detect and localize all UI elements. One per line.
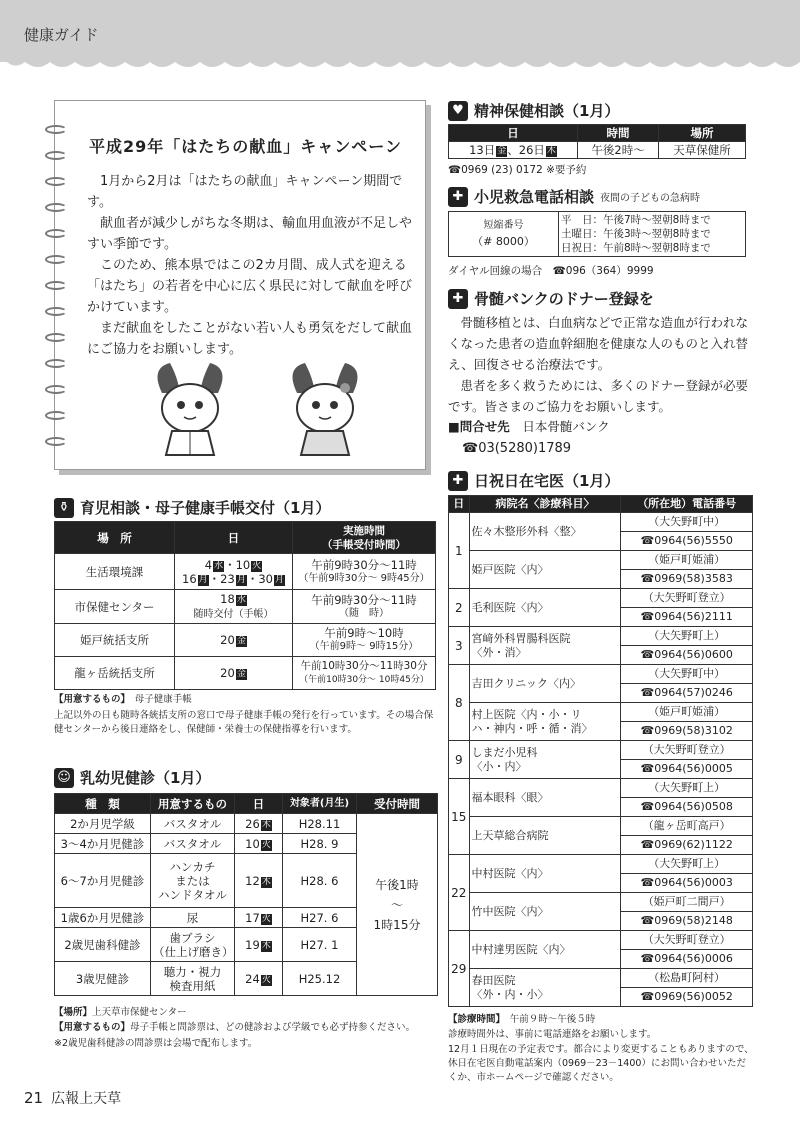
kind-cell: 1歳6か月児健診: [55, 908, 151, 928]
day-cell: 3: [449, 627, 470, 665]
hospital-tel: ☎0964(56)0006: [621, 950, 753, 969]
place-cell: 姫戸統括支所: [55, 624, 175, 657]
item-cell: 尿: [151, 908, 235, 928]
kind-cell: 3〜4か月児健診: [55, 834, 151, 854]
infant-place: 【場所】上天草市保健センター: [54, 1007, 187, 1018]
time-cell: 午前9時〜10時 （午前9時〜 9時15分）: [293, 624, 436, 657]
infant-prep: 【用意するもの】母子手帳と問診票は、どの健診および学級でも必ず持参ください。: [54, 1022, 416, 1033]
hours-cell: [559, 212, 746, 257]
ring-icon: [45, 385, 67, 394]
child-emergency-subtitle: 夜間の子どもの急病時: [600, 193, 701, 204]
hospital-name: 宮﨑外科胃腸科医院 〈外・消〉: [469, 627, 621, 665]
child-emergency-table: [448, 211, 746, 257]
mental-time: 午後2時〜: [578, 142, 659, 159]
time-cell: 午前10時30分〜11時30分 （午前10時30分〜 10時45分）: [293, 657, 436, 690]
infant-title: 乳幼児健診（1月）: [80, 769, 211, 787]
campaign-paragraph: このため、熊本県ではこの2カ月間、成人式を迎える「はたち」の若者を中心に広く県民に対して献血を呼びかけています。: [87, 258, 413, 315]
hospital-name: 毛利医院〈内〉: [469, 589, 621, 627]
item-cell: バスタオル: [151, 814, 235, 834]
col-header: 時間: [578, 125, 659, 142]
hospital-tel: ☎0969(58)2148: [621, 912, 753, 931]
section-title: 健康ガイド: [24, 26, 99, 44]
marrow-title: 骨髄バンクのドナー登録を: [474, 290, 654, 308]
col-header: 実施時間 （手帳受付時間）: [293, 522, 436, 554]
day-cell: 2: [449, 589, 470, 627]
day-cell: 29: [449, 931, 470, 1007]
hospital-tel: ☎0964(56)0005: [621, 760, 753, 779]
target-cell: H28. 9: [283, 834, 357, 854]
campaign-paragraph: まだ献血をしたことがない若い人も勇気をだして献血にご協力をお願いします。: [87, 321, 413, 357]
hospital-tel: ☎0969(58)3583: [621, 570, 753, 589]
bottle-icon: ⚱: [54, 498, 74, 518]
hospital-name: 上天草総合病院: [469, 817, 621, 855]
campaign-paragraph: 1月から2月は「はたちの献血」キャンペーン期間です。: [87, 174, 403, 210]
hospital-tel: ☎0964(56)2111: [621, 608, 753, 627]
childcare-title: 育児相談・母子健康手帳交付（1月）: [80, 499, 331, 517]
col-header: 用意するもの: [151, 794, 235, 814]
place-cell: 龍ヶ岳統括支所: [55, 657, 175, 690]
hospital-location: （大矢野町中）: [621, 513, 753, 532]
day-cell: 12 木: [235, 854, 283, 908]
kind-cell: 2歳児歯科健診: [55, 928, 151, 962]
heart-icon: ♥: [448, 101, 468, 121]
col-header: 病院名〈診療科目〉: [469, 496, 621, 513]
day-cell: 19 木: [235, 928, 283, 962]
hours-line: 土曜日：午後3時〜翌朝8時まで: [561, 228, 711, 240]
day-cell: 10 火: [235, 834, 283, 854]
ring-icon: [45, 437, 67, 446]
day-cell: 15: [449, 779, 470, 855]
hospital-location: （大矢野町上）: [621, 779, 753, 798]
hospital-tel: ☎0964(56)0508: [621, 798, 753, 817]
day-cell: 20 金: [175, 657, 293, 690]
day-cell: 22: [449, 855, 470, 931]
col-header: 日: [175, 522, 293, 554]
ring-icon: [45, 203, 67, 212]
hospital-location: （龍ヶ岳町高戸）: [621, 817, 753, 836]
hospital-tel: ☎0969(62)1122: [621, 836, 753, 855]
child-emergency-title: 小児救急電話相談: [474, 188, 595, 206]
hospital-name: 村上医院〈内・小・リ ハ・神内・呼・循・消〉: [469, 703, 621, 741]
hospital-name: 中村医院〈内〉: [469, 855, 621, 893]
infant-note: ※2歳児歯科健診の問診票は会場で配布します。: [54, 1038, 258, 1049]
infant-table: [54, 793, 438, 996]
short-number-cell: [449, 212, 559, 257]
hospital-location: （姫戸町姫浦）: [621, 551, 753, 570]
col-header: 種 類: [55, 794, 151, 814]
target-cell: H25.12: [283, 962, 357, 996]
col-header: 日: [449, 496, 470, 513]
infant-heading: [54, 767, 210, 788]
short-number: （# 8000）: [472, 235, 535, 248]
marrow-tel: ☎03(5280)1789: [462, 441, 572, 456]
place-cell: 市保健センター: [55, 590, 175, 624]
mental-health-heading: [448, 100, 619, 121]
col-header: 日: [449, 125, 578, 142]
kind-cell: 6〜7か月児健診: [55, 854, 151, 908]
ring-icon: [45, 255, 67, 264]
hospital-tel: ☎0964(57)0246: [621, 684, 753, 703]
hospital-location: （松島町阿村）: [621, 969, 753, 988]
hospital-name: しまだ小児科 〈小・内〉: [469, 741, 621, 779]
marrow-contact: ■問合せ先 日本骨髄バンク: [448, 419, 610, 434]
ring-icon: [45, 307, 67, 316]
cross-icon: ✚: [448, 187, 468, 207]
item-cell: バスタオル: [151, 834, 235, 854]
childcare-note-label: 【用意するもの】 母子健康手帳: [54, 694, 192, 705]
marrow-paragraph-2: 患者を多く救うためには、多くのドナー登録が必要です。皆さまのご協力をお願いします。: [448, 378, 749, 414]
marrow-paragraph-1: 骨髄移植とは、白血病などで正常な造血が行われなくなった患者の造血幹細胞を健康な人のものと入れ替え、回復させる治療法です。: [448, 315, 749, 372]
cross-icon: ✚: [448, 289, 468, 309]
col-header: 受付時間: [357, 794, 438, 814]
campaign-memo: [54, 100, 426, 470]
day-cell: 24 火: [235, 962, 283, 996]
page-header-band: [0, 0, 800, 62]
hospital-location: （大矢野町登立）: [621, 931, 753, 950]
ring-icon: [45, 229, 67, 238]
mental-date: 13日 金、26日 木: [449, 142, 578, 159]
day-cell: 17 火: [235, 908, 283, 928]
mental-title: 精神保健相談（1月）: [474, 102, 620, 120]
day-cell: 1: [449, 513, 470, 589]
target-cell: H27. 6: [283, 908, 357, 928]
childcare-heading: [54, 497, 330, 518]
day-cell: 26 木: [235, 814, 283, 834]
item-cell: 聴力・視力 検査用紙: [151, 962, 235, 996]
holiday-table: [448, 495, 753, 1007]
time-cell: 午前9時30分〜11時 （午前9時30分〜 9時45分）: [293, 554, 436, 590]
publication-name: 広報上天草: [51, 1091, 122, 1107]
ring-icon: [45, 151, 67, 160]
header-wave-edge: [0, 54, 800, 72]
hospital-tel: ☎0969(56)0052: [621, 988, 753, 1007]
hospital-location: （姫戸町姫浦）: [621, 703, 753, 722]
hospital-name: 佐々木整形外科〈整〉: [469, 513, 621, 551]
day-cell: 8: [449, 665, 470, 741]
childcare-note: 上記以外の日も随時各統括支所の窓口で母子健康手帳の発行を行っています。その場合保健センターから後日連絡をし、保健師・栄養士の保健指導を行います。: [54, 710, 434, 735]
hours-line: 平 日：午後7時〜翌朝8時まで: [561, 214, 711, 226]
mental-place: 天草保健所: [659, 142, 746, 159]
ring-icon: [45, 359, 67, 368]
baby-icon: ☺: [54, 768, 74, 788]
hospital-name: 春田医院 〈外・内・小〉: [469, 969, 621, 1007]
ring-icon: [45, 281, 67, 290]
day-cell: 9: [449, 741, 470, 779]
hospital-name: 福本眼科〈眼〉: [469, 779, 621, 817]
hospital-tel: ☎0964(56)5550: [621, 532, 753, 551]
reception-cell: 午後1時 〜 1時15分: [357, 814, 438, 996]
ring-icon: [45, 333, 67, 342]
hospital-tel: ☎0964(56)0600: [621, 646, 753, 665]
kind-cell: 2か月児学級: [55, 814, 151, 834]
campaign-body: [87, 171, 417, 360]
day-cell: 4 水・10 火 16 月・23 月・30 月: [175, 554, 293, 590]
col-header: 対象者(月生): [283, 794, 357, 814]
kind-cell: 3歳児健診: [55, 962, 151, 996]
childcare-table: [54, 521, 436, 690]
ring-icon: [45, 177, 67, 186]
item-cell: 歯ブラシ （仕上げ磨き）: [151, 928, 235, 962]
item-cell: ハンカチ または ハンドタオル: [151, 854, 235, 908]
mascot-right-illustration: [285, 363, 365, 458]
day-cell: 20 金: [175, 624, 293, 657]
mental-tel: ☎0969 (23) 0172 ※要予約: [448, 164, 587, 176]
col-header: 日: [235, 794, 283, 814]
col-header: 場所: [659, 125, 746, 142]
hours-line: 日祝日：午前8時〜翌朝8時まで: [561, 242, 711, 254]
holiday-heading: [448, 470, 619, 491]
ring-icon: [45, 411, 67, 420]
campaign-title: 平成29年「はたちの献血」キャンペーン: [89, 137, 402, 156]
hospital-location: （大矢野町上）: [621, 855, 753, 874]
target-cell: H28.11: [283, 814, 357, 834]
mental-table: [448, 124, 746, 159]
time-cell: 午前9時30分〜11時 （随 時）: [293, 590, 436, 624]
marrow-heading: [448, 288, 654, 309]
ring-icon: [45, 125, 67, 134]
hospital-location: （大矢野町上）: [621, 627, 753, 646]
holiday-note-2: 12月１日現在の予定表です。都合により変更することもありますので、休日在宅医自動電話案内（0969－23－1400）にお問い合わせいただくか、市ホームページで確認ください。: [448, 1044, 754, 1083]
target-cell: H27. 1: [283, 928, 357, 962]
hospital-name: 姫戸医院〈内〉: [469, 551, 621, 589]
hospital-location: （大矢野町中）: [621, 665, 753, 684]
mascot-left-illustration: [150, 363, 230, 458]
hospital-name: 中村達男医院〈内〉: [469, 931, 621, 969]
hospital-location: （大矢野町登立）: [621, 741, 753, 760]
campaign-paragraph: 献血者が減少しがちな冬期は、輸血用血液が不足しやすい季節です。: [87, 216, 413, 252]
holiday-note-1: 診療時間外は、事前に電話連絡をお願いします。: [448, 1029, 657, 1040]
child-emergency-heading: [448, 186, 700, 207]
day-cell: 18 水 随時交付（手帳）: [175, 590, 293, 624]
holiday-title: 日祝日在宅医（1月）: [474, 472, 620, 490]
short-label: 短縮番号: [483, 220, 524, 231]
cross-icon: ✚: [448, 471, 468, 491]
hospital-name: 吉田クリニック〈内〉: [469, 665, 621, 703]
hospital-location: （大矢野町登立）: [621, 589, 753, 608]
hospital-name: 竹中医院〈内〉: [469, 893, 621, 931]
target-cell: H28. 6: [283, 854, 357, 908]
col-header: 場 所: [55, 522, 175, 554]
holiday-hours: 【診療時間】 午前９時〜午後５時: [448, 1014, 596, 1025]
hospital-location: （姫戸町二間戸）: [621, 893, 753, 912]
place-cell: 生活環境課: [55, 554, 175, 590]
dial-line: ダイヤル回線の場合 ☎096（364）9999: [448, 265, 654, 277]
hospital-tel: ☎0964(56)0003: [621, 874, 753, 893]
page-number: 21: [24, 1089, 44, 1107]
page-footer: [24, 1088, 121, 1108]
col-header: （所在地）電話番号: [621, 496, 753, 513]
hospital-tel: ☎0969(58)3102: [621, 722, 753, 741]
